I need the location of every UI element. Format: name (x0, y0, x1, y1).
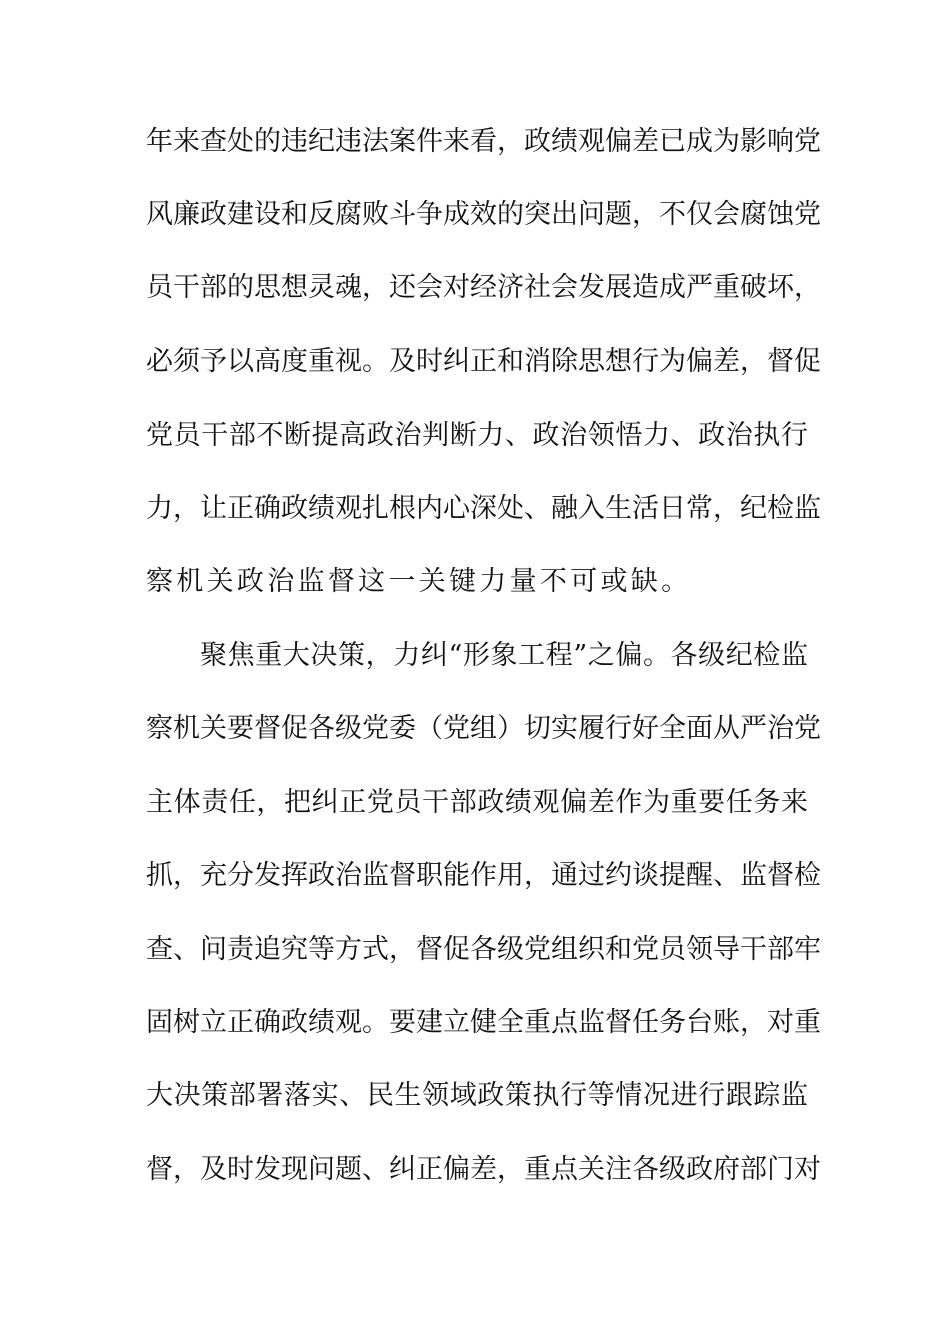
text-line: 必须予以高度重视。及时纠正和消除思想行为偏差，督促 (146, 346, 821, 377)
text-line: 力，让正确政绩观扎根内心深处、融入生活日常，纪检监 (146, 493, 821, 524)
text-line: 年来查处的违纪违法案件来看，政绩观偏差已成为影响党 (146, 126, 821, 157)
text-line: 党员干部不断提高政治判断力、政治领悟力、政治执行 (146, 420, 808, 451)
text-line: 督，及时发现问题、纠正偏差，重点关注各级政府部门对 (146, 1154, 821, 1185)
text-line: 察机关政治监督这一关键力量不可或缺。 (146, 566, 692, 597)
text-line: 主体责任，把纠正党员干部政绩观偏差作为重要任务来 (146, 787, 808, 818)
text-line: 风廉政建设和反腐败斗争成效的突出问题，不仅会腐蚀党 (146, 199, 821, 230)
text-line: 大决策部署落实、民生领域政策执行等情况进行跟踪监 (146, 1080, 808, 1111)
text-line: 查、问责追究等方式，督促各级党组织和党员领导干部牢 (146, 934, 821, 965)
text-line: 察机关要督促各级党委（党组）切实履行好全面从严治党 (146, 713, 821, 744)
text-line: 固树立正确政绩观。要建立健全重点监督任务台账，对重 (146, 1007, 821, 1038)
text-line: 员干部的思想灵魂，还会对经济社会发展造成严重破坏， (146, 272, 821, 303)
paragraph-first-line: 聚焦重大决策，力纠“形象工程”之偏。各级纪检监 (200, 640, 808, 671)
text-line: 抓，充分发挥政治监督职能作用，通过约谈提醒、监督检 (146, 860, 821, 891)
